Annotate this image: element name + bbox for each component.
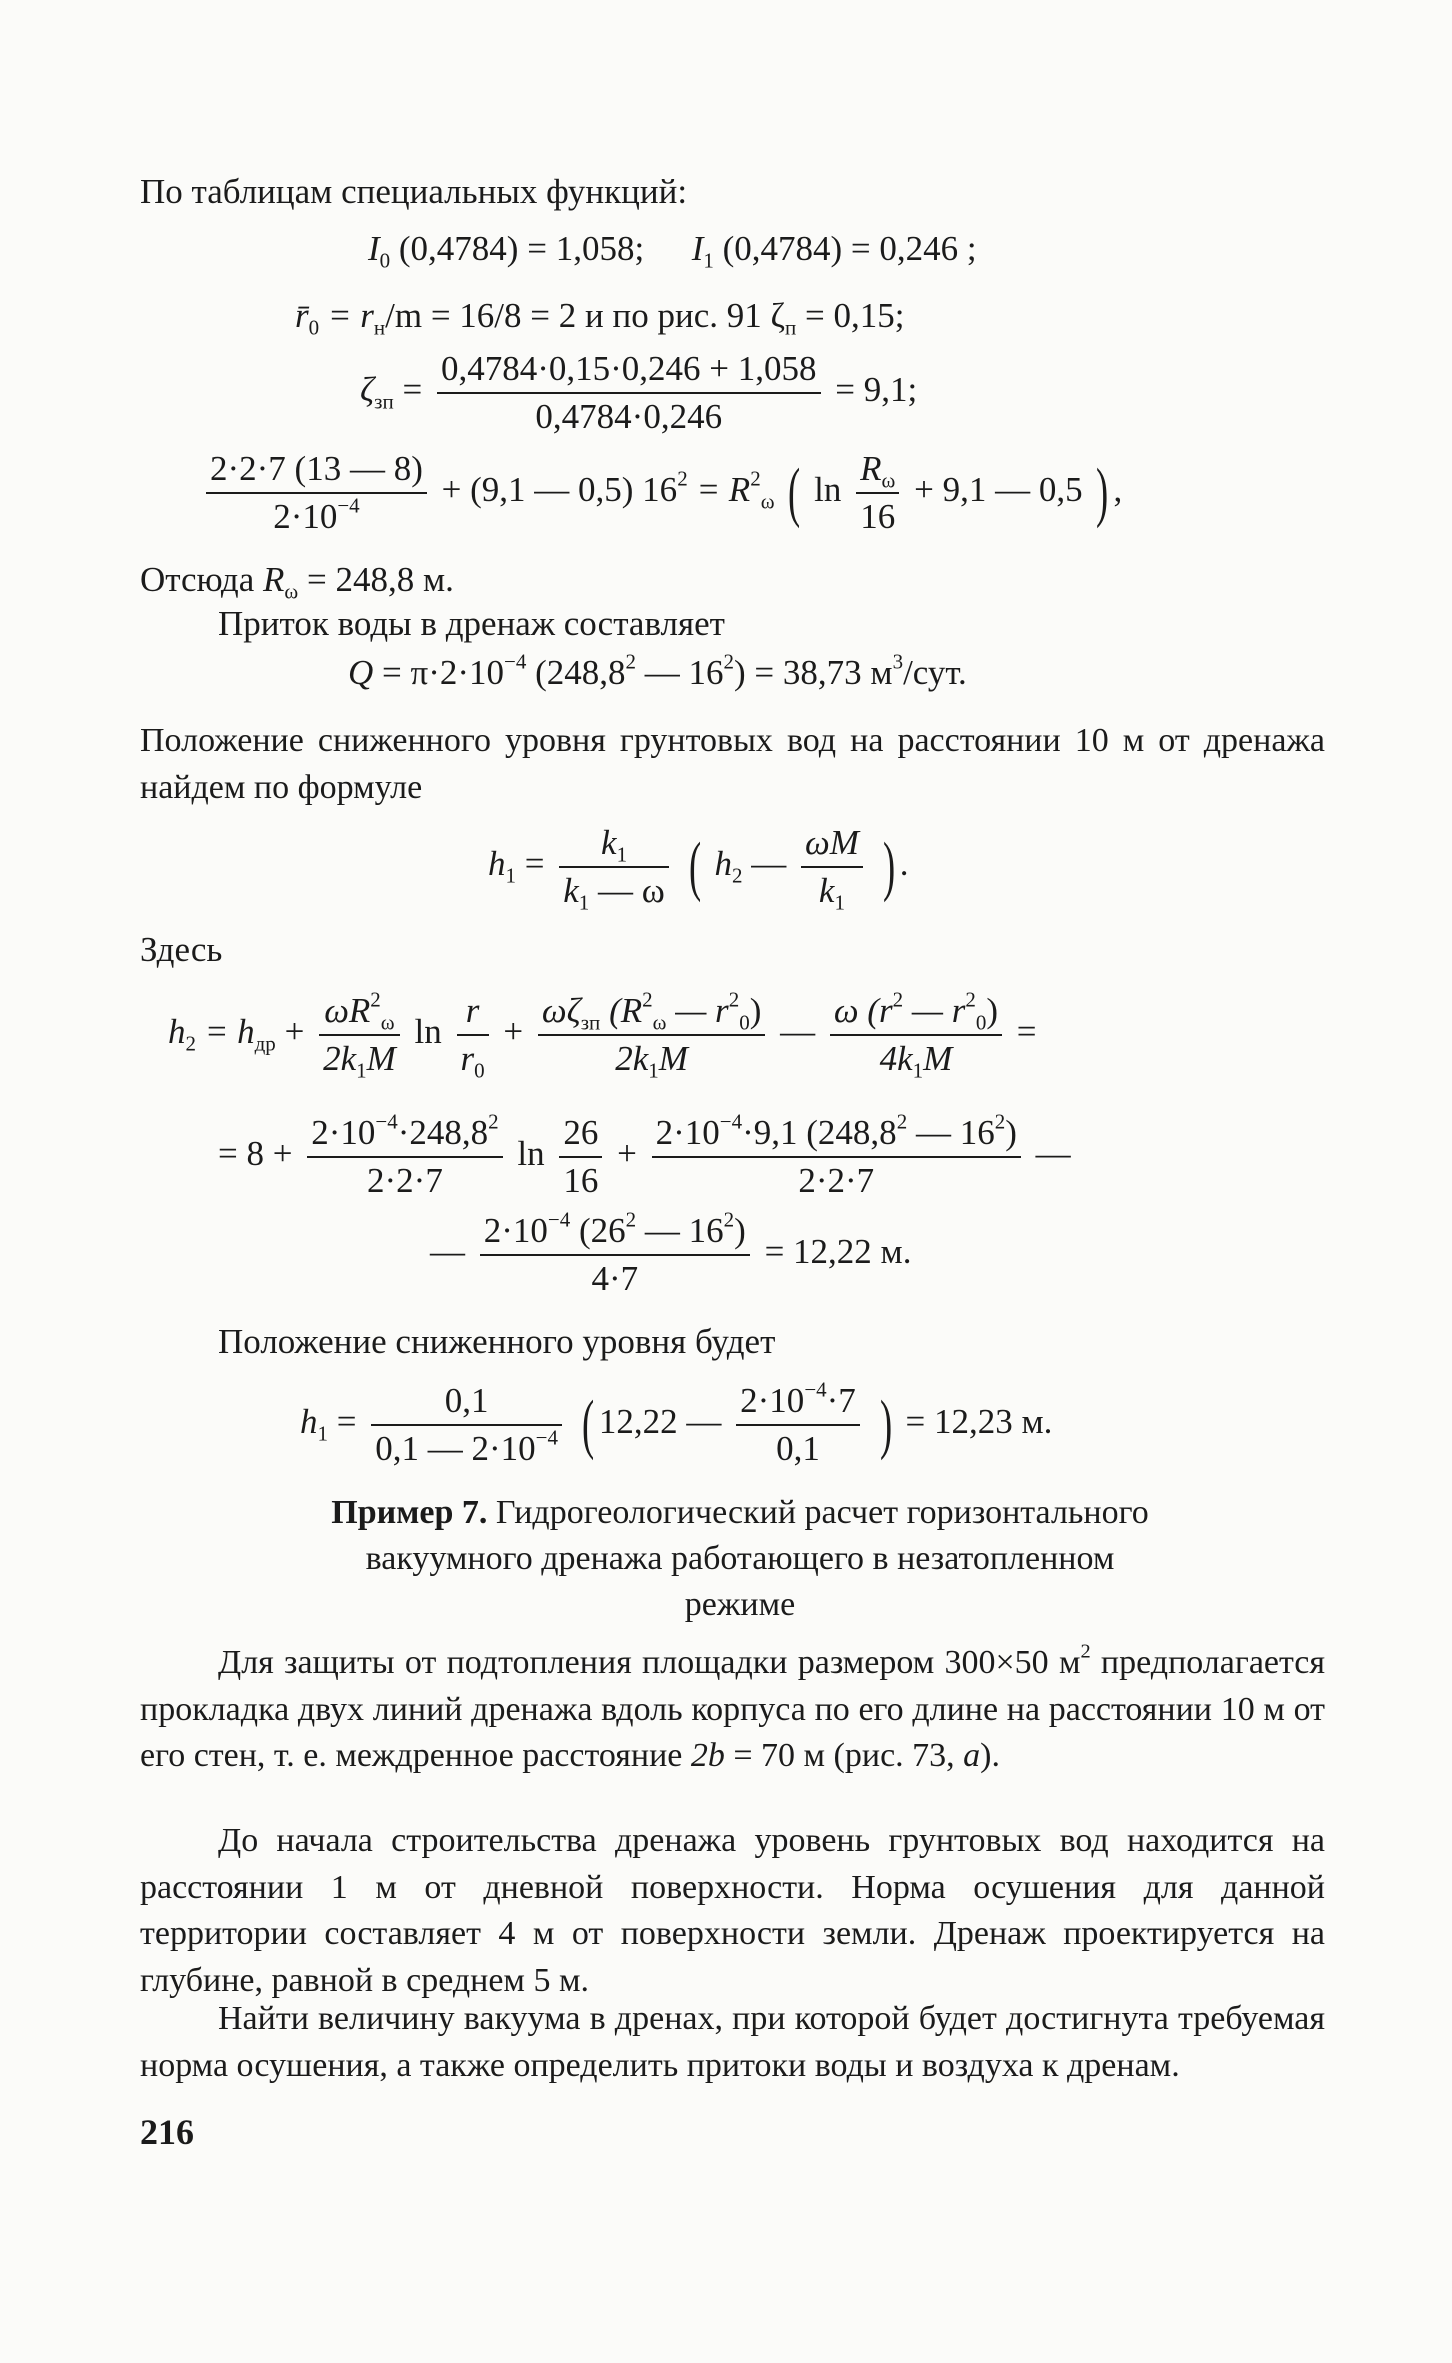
h1f-result: = 12,23 м.	[896, 1402, 1053, 1442]
main-tail: + 9,1 — 0,5	[914, 470, 1083, 510]
wr-r0: — r	[903, 991, 966, 1030]
equation-h1-final	[300, 1377, 1053, 1470]
wM-den-sub: 1	[834, 890, 845, 915]
line3-close: )	[734, 1211, 746, 1250]
Q-unit: /сут.	[903, 653, 967, 692]
main-denominator	[206, 494, 427, 538]
wr-r0-sub: 0	[975, 1010, 987, 1035]
main-fraction	[206, 448, 427, 538]
h1f-f2-exp: −4	[804, 1377, 827, 1402]
Q-body-3: — 16	[636, 653, 724, 692]
k1-denominator	[559, 868, 669, 915]
wR-sub: ω	[380, 1010, 395, 1035]
main-middle: + (9,1 — 0,5) 16	[441, 470, 678, 510]
i1-value: (0,4784) = 0,246 ;	[713, 229, 977, 268]
h-dr-subscript: др	[254, 1031, 276, 1056]
example-title-3: режиме	[684, 1586, 796, 1623]
line2-f3-base: 2·10	[655, 1113, 720, 1152]
h1-period: .	[899, 844, 909, 884]
h1f-subscript: 1	[317, 1421, 328, 1446]
R-over-16-fraction	[856, 448, 899, 538]
equation-Q	[348, 649, 967, 694]
r0-den-sub: 0	[474, 1058, 485, 1083]
line3-denominator: 4·7	[591, 1259, 639, 1298]
para1-exp: 2	[1080, 1640, 1091, 1663]
k1-num-sub: 1	[616, 842, 628, 867]
line2-ln: ln	[517, 1134, 545, 1174]
wM-numerator: ωM	[801, 822, 863, 868]
r-over-r0-fraction	[457, 990, 489, 1083]
i0-symbol: I	[368, 229, 380, 268]
page-number: 216	[140, 2112, 194, 2152]
Q-body-2: (248,8	[526, 653, 626, 692]
right-paren: )	[879, 1388, 892, 1462]
main-R: = R	[687, 470, 751, 510]
line2-f3-close: )	[1005, 1113, 1017, 1152]
h2-symbol: h	[714, 844, 732, 884]
Q-exp-3: 2	[723, 649, 735, 674]
h1f-f2-rest: ·7	[826, 1381, 856, 1420]
equation-main	[200, 448, 1122, 538]
h1-equals: =	[516, 844, 545, 884]
line2-f3-numerator	[652, 1109, 1021, 1158]
para1-a: a	[963, 1737, 981, 1774]
wzeta-sub: зп	[580, 1010, 601, 1035]
equation-h2-line2	[218, 1109, 1071, 1202]
inflow-text: Приток воды в дренаж составляет	[218, 604, 725, 643]
h2-lhs: h	[168, 1012, 186, 1052]
wzeta-symbol: ωζ	[541, 991, 581, 1030]
h1-subscript: 1	[505, 863, 516, 888]
line2-f3-exp: −4	[719, 1109, 743, 1134]
zeta-symbol: ζ	[360, 370, 375, 410]
h1f-f2-base: 2·10	[740, 1381, 805, 1420]
line3-start: —	[430, 1232, 465, 1272]
wR-symbol: ωR	[324, 991, 371, 1030]
wR-exp: 2	[370, 987, 381, 1012]
2k-symbol: 2k	[323, 1039, 357, 1078]
wr-exp: 2	[892, 987, 904, 1012]
wzeta-den-2k: 2k	[615, 1039, 649, 1078]
main-den-base: 2·10	[273, 497, 338, 536]
paragraph-3: Найти величину вакуума в дренах, при которой будет достигнута требуемая норма осушения, а также определить притоки воды и воздуха к дренам.	[140, 2000, 1325, 2084]
level-text: Положение сниженного уровня будет	[218, 1322, 776, 1361]
R-num-symbol: R	[860, 449, 882, 488]
h1f-f2-numerator	[736, 1377, 860, 1426]
main-comma: ,	[1113, 470, 1123, 510]
wr-r0-exp: 2	[965, 987, 976, 1012]
wM-denominator	[801, 868, 863, 915]
zeta-fraction	[437, 348, 821, 438]
i0-subscript: 0	[379, 248, 391, 273]
wR2-numerator	[319, 987, 400, 1036]
r0-subscript: 0	[308, 315, 320, 340]
minus-sign: —	[742, 844, 795, 884]
line3-exp3: 2	[723, 1207, 735, 1232]
equation-zeta	[360, 348, 917, 438]
i1-symbol: I	[691, 229, 704, 268]
Q-symbol: Q	[348, 653, 374, 692]
k1-numerator	[559, 822, 669, 868]
line2-f1-exp2: 2	[488, 1109, 499, 1134]
line2-fraction-1	[307, 1109, 502, 1202]
R-numerator	[856, 448, 899, 494]
line2-f1-numerator	[307, 1109, 502, 1158]
wr2-denominator	[830, 1036, 1002, 1083]
equation-r0	[295, 295, 905, 340]
Q-exp-4: 3	[892, 649, 904, 674]
R-num-sub: ω	[881, 468, 896, 493]
line3-fraction	[480, 1207, 750, 1300]
2k-M: M	[366, 1039, 396, 1078]
Q-exp-2: 2	[625, 649, 637, 674]
left-paren: (	[688, 830, 701, 904]
R-denominator: 16	[860, 497, 896, 536]
wr-close: )	[986, 991, 998, 1030]
example-heading-line1	[160, 1490, 1320, 1536]
i0-value: (0,4784) = 1,058;	[390, 229, 645, 268]
h-dr-symbol: = h	[196, 1012, 255, 1052]
equation-h2: $h_2 = h_{др}$ + $\frac{\omega R^2_\omega}{2k_1M}$ ln $\frac{r}{r_0}$ + $\frac{\omega\zeta_{зп} (R^2_\omega — r^2_0)}{2k_1M}$ — $\frac{\omega (r^2 — r^2_0)}{4k_1M}$ =	[168, 987, 1037, 1083]
line2-f2-denominator: 16	[563, 1161, 599, 1200]
line2-f3-denominator: 2·2·7	[798, 1161, 875, 1200]
wr-den-M: M	[923, 1039, 953, 1078]
main-R-exp: 2	[750, 466, 761, 491]
wr2-fraction	[830, 987, 1002, 1083]
h1f-fraction-2	[736, 1377, 860, 1470]
example-title-2: вакуумного дренажа работающего в незатопленном	[365, 1540, 1115, 1577]
result-R-symbol: R	[263, 560, 285, 599]
line2-f1-denominator: 2·2·7	[367, 1161, 443, 1200]
wzeta-r0-exp: 2	[728, 987, 740, 1012]
equation-h2-line3	[430, 1207, 912, 1300]
h1f-f1-den-base: 0,1 — 2·10	[375, 1429, 536, 1468]
paragraph-1	[140, 1640, 1325, 1780]
wzeta-R-sub: ω	[652, 1010, 667, 1035]
h1f-f1-den-exp: −4	[535, 1425, 558, 1450]
para1-text2: предполагается прокладка двух линий дренажа вдоль корпуса по его длине на расстоянии 10 м от его стен, т. е. междренное расстояние	[140, 1644, 1325, 1774]
right-paren: )	[1096, 456, 1109, 530]
wr-den-sub: 1	[912, 1058, 924, 1083]
r0-denominator	[457, 1036, 489, 1083]
equals-sign: =	[393, 370, 423, 410]
zeta-zp-subscript: зп	[374, 389, 394, 414]
wM-fraction	[801, 822, 863, 915]
zeta-value: = 0,15;	[796, 296, 905, 335]
line3-numerator	[480, 1207, 750, 1256]
r0-den-symbol: r	[460, 1039, 475, 1078]
line3-rest2: — 16	[636, 1211, 724, 1250]
example-label: Пример 7.	[331, 1494, 488, 1531]
wR2-denominator	[319, 1036, 400, 1083]
k1-den-sub: 1	[578, 890, 590, 915]
line2-f3-rest2: — 16	[907, 1113, 995, 1152]
h1f-f2-denominator: 0,1	[776, 1429, 820, 1468]
example-title-1: Гидрогеологический расчет горизонтального	[487, 1494, 1149, 1531]
result-R-line	[140, 560, 454, 604]
left-paren: (	[788, 456, 801, 530]
h2-subscript: 2	[732, 863, 743, 888]
line2-fraction-3	[652, 1109, 1021, 1202]
wzeta-den-M: M	[658, 1039, 688, 1078]
h1f-middle: 12,22 —	[598, 1402, 722, 1442]
wzeta-r0: — r	[666, 991, 729, 1030]
paragraph-level: Положение сниженного уровня грунтовых вод на расстоянии 10 м от дренажа найдем по формуле	[140, 722, 1325, 806]
wzeta-numerator	[538, 987, 765, 1036]
zeta-result: = 9,1;	[835, 370, 918, 410]
result-R-sub: ω	[284, 579, 299, 604]
wzeta-denominator	[538, 1036, 765, 1083]
wr2-numerator	[830, 987, 1002, 1036]
line2-f1-exp: −4	[375, 1109, 398, 1134]
k1-den-symbol: k	[563, 871, 579, 910]
2k-sub: 1	[356, 1058, 367, 1083]
line2-start: = 8 +	[218, 1134, 293, 1174]
line3-exp2: 2	[625, 1207, 637, 1232]
Q-body-4: ) = 38,73 м	[734, 653, 893, 692]
line2-f3-exp3: 2	[994, 1109, 1006, 1134]
para1-text3: = 70 м (рис. 73,	[724, 1737, 964, 1774]
wzeta-den-sub: 1	[648, 1058, 659, 1083]
h2-line1-end: =	[1016, 1012, 1037, 1052]
equation-bessel-values	[368, 228, 977, 273]
h1f-equals: =	[328, 1402, 357, 1442]
line2-f2-numerator: 26	[559, 1112, 602, 1158]
zeta-numerator: 0,4784·0,15·0,246 + 1,058	[437, 348, 821, 394]
r0-value: /m = 16/8 = 2 и по рис. 91 ζ	[385, 296, 785, 335]
wzeta-fraction	[538, 987, 765, 1083]
result-R-value: = 248,8 м.	[298, 560, 454, 599]
Q-exp-1: −4	[504, 649, 527, 674]
rn-symbol: = r	[319, 296, 374, 335]
right-paren: )	[882, 830, 895, 904]
wR2-fraction	[319, 987, 400, 1083]
paragraph-2: До начала строительства дренажа уровень грунтовых вод находится на расстоянии 1 м от дневной поверхности. Норма осушения для данной территории составляет 4 м от поверхности земли. Дренаж проектируется на глубине, равной в среднем 5 м.	[140, 1822, 1325, 1999]
wr-symbol: ω (r	[833, 991, 893, 1030]
line2-end: —	[1035, 1134, 1071, 1174]
k1-fraction	[559, 822, 669, 915]
k1-num-symbol: k	[601, 823, 617, 862]
line3-exp: −4	[547, 1207, 571, 1232]
Q-body: = π·2·10	[373, 653, 505, 692]
h1f-f1-numerator: 0,1	[371, 1380, 562, 1426]
para1-text4: ).	[980, 1737, 1000, 1774]
zeta-denominator: 0,4784·0,246	[535, 397, 723, 436]
line3-result: = 12,22 м.	[764, 1232, 912, 1272]
line2-fraction-2	[559, 1112, 602, 1202]
line2-f1-base: 2·10	[311, 1113, 376, 1152]
h1-symbol: h	[488, 844, 506, 884]
left-paren: (	[581, 1388, 594, 1462]
wzeta-r0-sub: 0	[739, 1010, 750, 1035]
main-middle-exp: 2	[677, 466, 688, 491]
r-numerator: r	[457, 990, 489, 1036]
main-R-sub: ω	[760, 489, 775, 514]
para1-text: Для защиты от подтопления площадки размером 300×50 м	[218, 1644, 1081, 1681]
i1-subscript: 1	[703, 248, 714, 273]
line3-rest: (26	[570, 1211, 626, 1250]
wr-den-4k: 4k	[879, 1039, 913, 1078]
here-text: Здесь	[140, 930, 223, 969]
line2-f1-rest: ·248,8	[397, 1113, 489, 1152]
equation-h1-formula	[488, 822, 909, 915]
line2-f3-rest: ·9,1 (248,8	[742, 1113, 897, 1152]
zeta-subscript: п	[785, 315, 797, 340]
main-den-exp: −4	[337, 493, 360, 518]
h2-lhs-sub: 2	[185, 1031, 196, 1056]
ln-label: ln	[414, 1012, 442, 1052]
r0-symbol: r̄	[295, 296, 309, 335]
ln-label: ln	[814, 470, 842, 510]
intro-text: По таблицам специальных функций:	[140, 172, 688, 211]
rn-subscript: н	[373, 315, 386, 340]
example-heading	[160, 1490, 1320, 1628]
k1-den-rest: — ω	[589, 871, 665, 910]
line2-f3-exp2: 2	[896, 1109, 908, 1134]
line3-base: 2·10	[483, 1211, 548, 1250]
result-label: Отсюда	[140, 560, 263, 599]
h1f-fraction-1	[371, 1380, 562, 1470]
wzeta-R-exp: 2	[642, 987, 653, 1012]
h1f-symbol: h	[300, 1402, 318, 1442]
line2-plus: +	[617, 1134, 637, 1174]
wzeta-R: (R	[600, 991, 643, 1030]
wM-den-symbol: k	[818, 871, 835, 910]
wzeta-close: )	[749, 991, 762, 1030]
main-numerator: 2·2·7 (13 — 8)	[206, 448, 427, 494]
para1-2b: 2b	[690, 1737, 725, 1774]
h1f-f1-denominator	[371, 1426, 562, 1470]
